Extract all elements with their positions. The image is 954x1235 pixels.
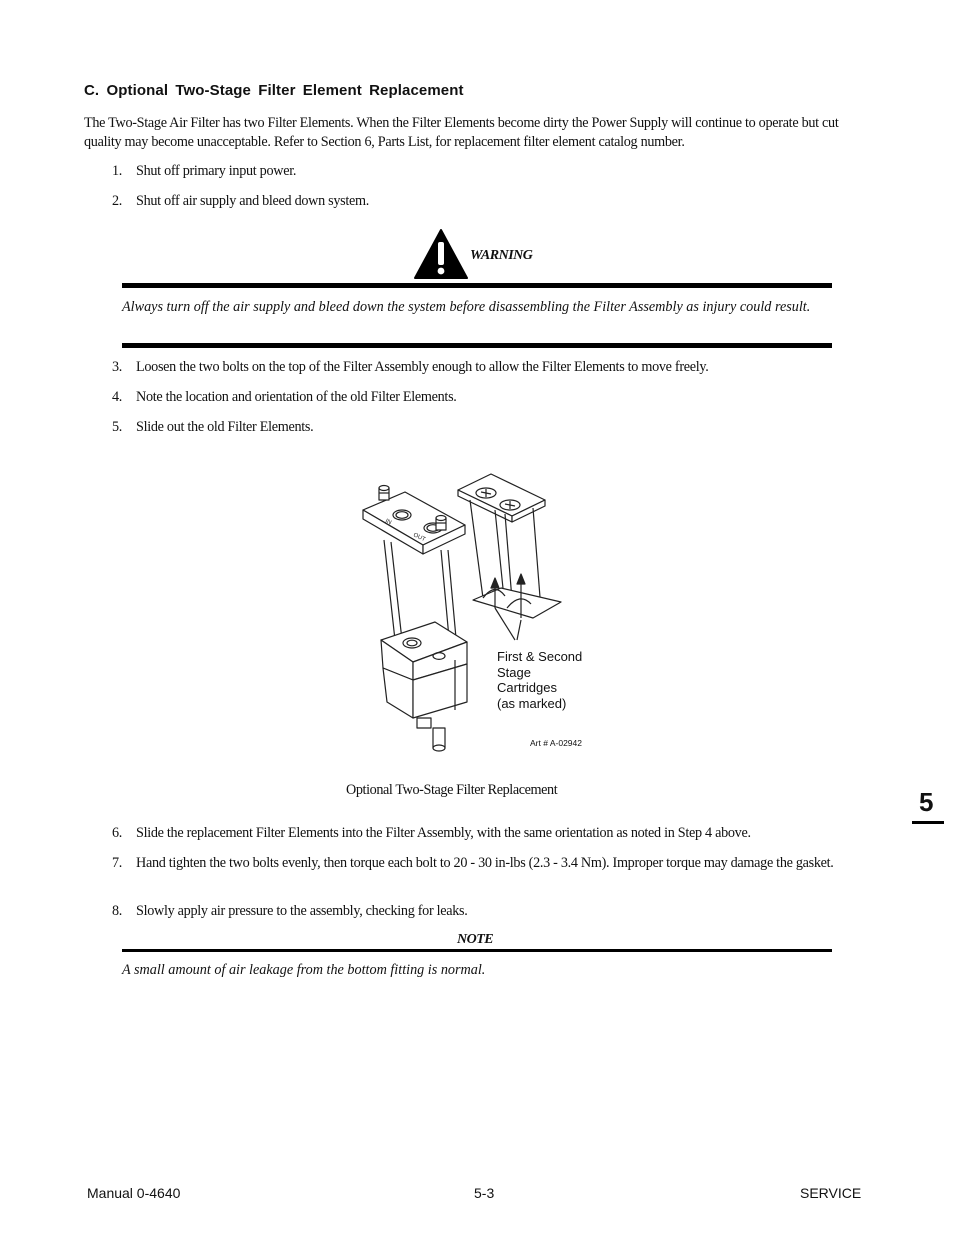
art-number: Art # A-02942 [530, 738, 582, 748]
footer-section-name: SERVICE [800, 1185, 862, 1201]
step-number: 7. [112, 855, 123, 871]
filter-assembly-illustration [355, 470, 605, 760]
step-text: Loosen the two bolts on the top of the Filter Assembly enough to allow the Filter Elements to move freely. [136, 359, 709, 375]
step-number: 1. [112, 163, 123, 179]
port-in-label: IN [384, 518, 393, 527]
note-rule [122, 949, 832, 952]
step-number: 8. [112, 903, 123, 919]
footer-manual-number: Manual 0-4640 [87, 1185, 181, 1201]
step-text: Note the location and orientation of the old Filter Elements. [136, 389, 457, 405]
step-number: 3. [112, 359, 123, 375]
note-label: NOTE [457, 932, 494, 947]
note-text: A small amount of air leakage from the bottom fitting is normal. [122, 962, 486, 978]
step-text: Shut off primary input power. [136, 163, 297, 179]
step-number: 4. [112, 389, 123, 405]
step-text: Slide the replacement Filter Elements into the Filter Assembly, with the same orientation as noted in Step 4 above. [136, 825, 751, 841]
step-number: 2. [112, 193, 123, 209]
step-number: 5. [112, 419, 123, 435]
section-title: C. Optional Two-Stage Filter Element Replacement [84, 82, 464, 99]
warning-text: Always turn off the air supply and bleed down the system before disassembling the Filter Assembly as injury could result. [122, 299, 811, 315]
chapter-tab-rule [912, 821, 944, 824]
warning-top-rule [122, 283, 832, 288]
port-out-label: OUT [412, 532, 427, 544]
callout-line: First & Second [497, 649, 583, 664]
warning-label: WARNING [470, 248, 533, 263]
intro-paragraph: The Two-Stage Air Filter has two Filter Elements. When the Filter Elements become dirty the Power Supply will continue to operate but cut quality may become unacceptable. Refer to Section 6, Parts List, for replacement filter element catalog number. [84, 115, 839, 150]
step-text: Slide out the old Filter Elements. [136, 419, 314, 435]
footer-page-number: 5-3 [474, 1185, 495, 1201]
warning-triangle-icon [413, 228, 469, 280]
step-number: 6. [112, 825, 123, 841]
callout-line: (as marked) [497, 695, 567, 711]
step-text: Shut off air supply and bleed down system. [136, 193, 370, 209]
callout-line: Cartridges [497, 680, 557, 695]
callout-label [497, 649, 582, 711]
chapter-tab-number: 5 [919, 787, 934, 817]
callout-line: Stage [497, 664, 531, 680]
step-text: Slowly apply air pressure to the assembly, checking for leaks. [136, 903, 468, 919]
step-text: Hand tighten the two bolts evenly, then torque each bolt to 20 - 30 in-lbs (2.3 - 3.4 Nm). Improper torque may damage the gasket. [136, 855, 834, 871]
warning-bottom-rule [122, 343, 832, 348]
figure-caption: Optional Two-Stage Filter Replacement [346, 782, 558, 798]
